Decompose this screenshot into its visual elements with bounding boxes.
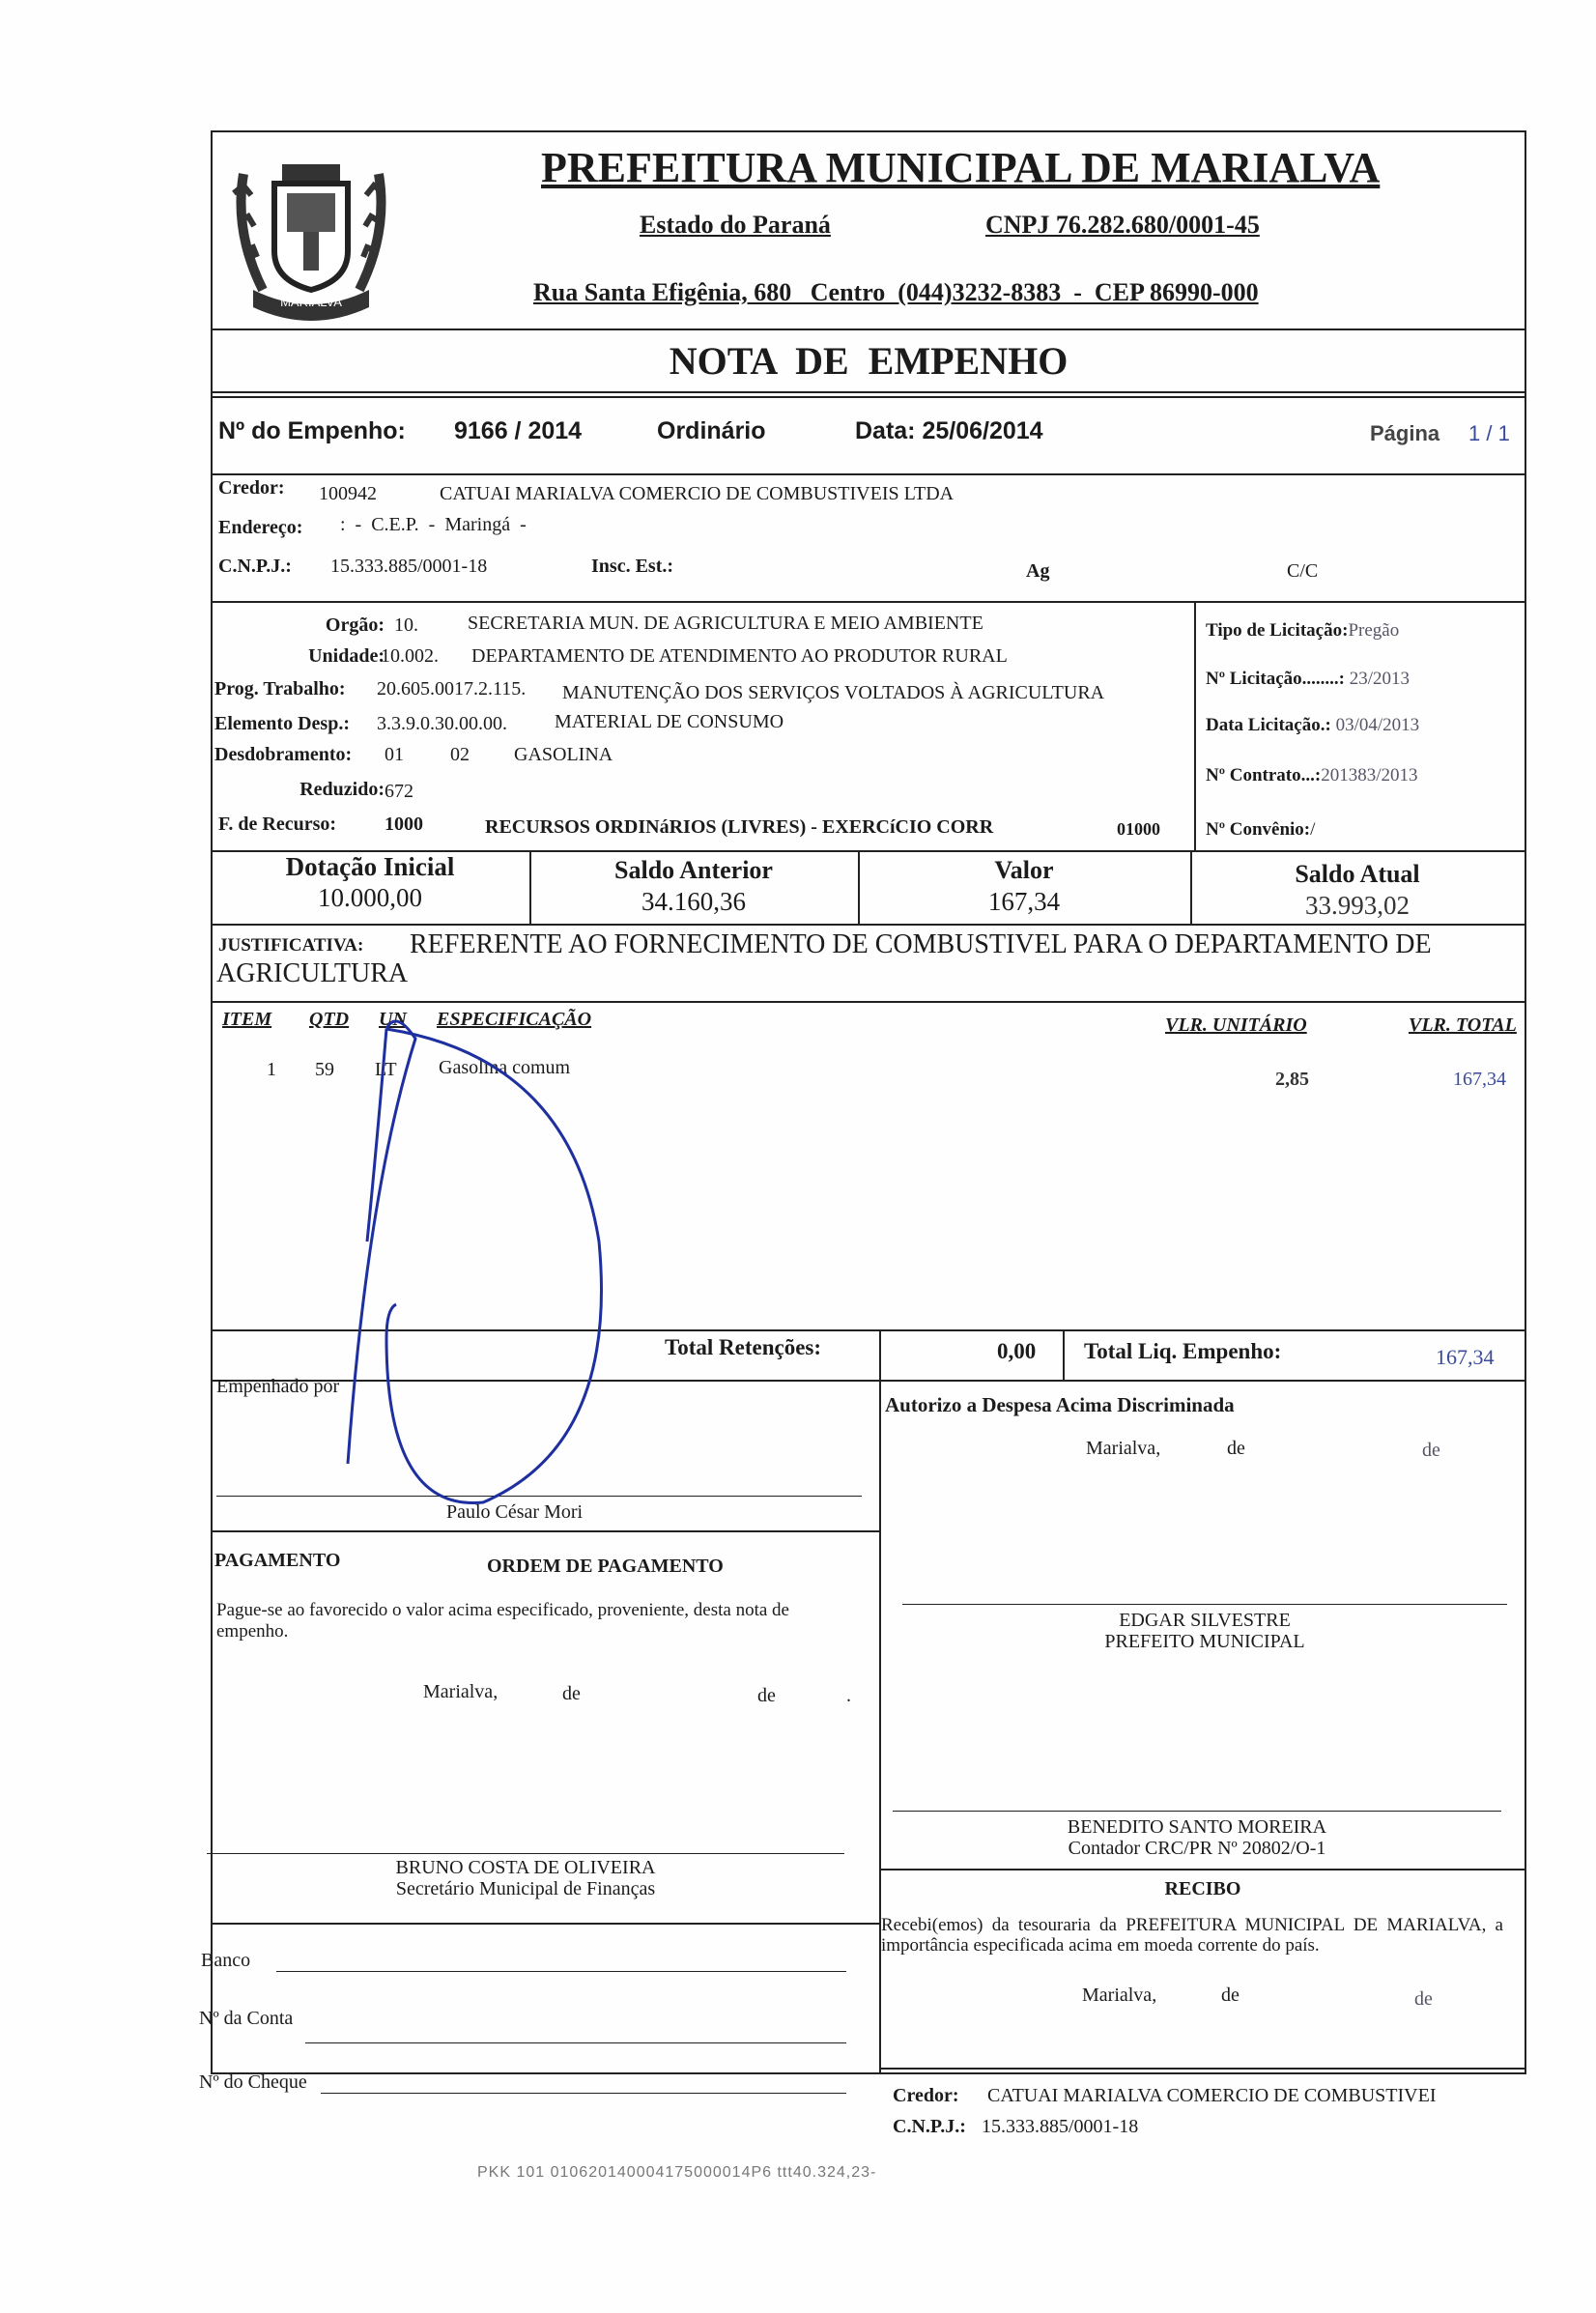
liq-empenho-value: 167,34 — [1436, 1345, 1495, 1369]
justificativa-label: JUSTIFICATIVA: — [218, 935, 364, 956]
ordem-pagamento-label: ORDEM DE PAGAMENTO — [487, 1556, 724, 1577]
cheque-label: Nº do Cheque — [199, 2071, 307, 2093]
page-number: 1 / 1 — [1468, 421, 1510, 445]
autorizo-de-2: de — [1422, 1440, 1440, 1461]
item-un: LT — [375, 1059, 397, 1080]
num-contrato: Nº Contrato...:201383/2013 — [1206, 765, 1418, 785]
address-header: Rua Santa Efigênia, 680 Centro (044)3232-8383 - CEP 86990-000 — [533, 278, 1259, 306]
recibo-texto: Recebi(emos) da tesouraria da PREFEITURA MUNICIPAL DE MARIALVA, a importância especificada acima em moeda corrente do país. — [881, 1915, 1503, 1956]
item-qtd: 59 — [315, 1059, 334, 1080]
retencoes-value: 0,00 — [997, 1339, 1037, 1363]
insc-est-label: Insc. Est.: — [591, 556, 674, 577]
autorizo-local: Marialva, — [1086, 1438, 1161, 1459]
secretario-nome: BRUNO COSTA DE OLIVEIRA — [395, 1857, 656, 1878]
fonte-desc: RECURSOS ORDINáRIOS (LIVRES) - EXERCíCIO CORR — [485, 816, 994, 838]
endereco-value: : - C.E.P. - Maringá - — [340, 514, 527, 535]
col-vlr-total: VLR. TOTAL — [1409, 1014, 1517, 1036]
dotacao-inicial-label: Dotação Inicial — [285, 852, 455, 881]
reduzido-label: Reduzido: — [299, 779, 385, 800]
credor-cnpj: 15.333.885/0001-18 — [330, 556, 488, 577]
recibo-de-2: de — [1414, 1988, 1433, 2010]
recibo-local: Marialva, — [1082, 1985, 1157, 2006]
recibo-de-1: de — [1221, 1985, 1240, 2006]
num-licitacao: Nº Licitação........: 23/2013 — [1206, 669, 1411, 689]
orgao-label: Orgão: — [325, 614, 385, 636]
desdobramento-desc: GASOLINA — [514, 744, 613, 765]
pagamento-label: PAGAMENTO — [214, 1550, 341, 1571]
saldo-atual-value: 33.993,02 — [1305, 891, 1410, 920]
prefeito-cargo: PREFEITO MUNICIPAL — [1104, 1631, 1305, 1652]
unidade-label: Unidade: — [308, 645, 385, 667]
saldo-atual-label: Saldo Atual — [1295, 860, 1420, 888]
col-un: UN — [379, 1009, 407, 1030]
col-vlr-unitario: VLR. UNITÁRIO — [1165, 1014, 1307, 1036]
col-item: ITEM — [222, 1009, 272, 1030]
fonte-ref: 01000 — [1117, 819, 1160, 839]
desdobramento-b: 02 — [450, 744, 470, 765]
prog-label: Prog. Trabalho: — [214, 678, 346, 700]
pagamento-local: Marialva, — [423, 1681, 499, 1702]
elemento-label: Elemento Desp.: — [214, 713, 350, 734]
valor-value: 167,34 — [987, 887, 1061, 916]
justificativa-text-1: REFERENTE AO FORNECIMENTO DE COMBUSTIVEL PARA O DEPARTAMENTO DE — [410, 929, 1432, 959]
orgao-desc: SECRETARIA MUN. DE AGRICULTURA E MEIO AMBIENTE — [468, 613, 983, 634]
fonte-code: 1000 — [385, 814, 423, 835]
elemento-code: 3.3.9.0.30.00.00. — [377, 713, 507, 734]
empenho-number-label: Nº do Empenho: — [218, 417, 406, 444]
municipal-crest-logo — [214, 135, 408, 328]
contador-nome: BENEDITO SANTO MOREIRA — [1067, 1816, 1327, 1838]
empenho-date: Data: 25/06/2014 — [855, 417, 1043, 444]
prefeito-nome: EDGAR SILVESTRE — [1119, 1610, 1291, 1631]
banco-label: Banco — [201, 1950, 251, 1971]
empenho-number: 9166 / 2014 — [454, 417, 583, 444]
desdobramento-label: Desdobramento: — [214, 744, 353, 765]
pagamento-texto: Pague-se ao favorecido o valor acima especificado, proveniente, desta nota de empenho. — [216, 1600, 789, 1642]
orgao-code: 10. — [394, 614, 418, 636]
endereco-label: Endereço: — [218, 517, 303, 538]
contador-cargo: Contador CRC/PR Nº 20802/O-1 — [1068, 1838, 1326, 1859]
recibo-credor-label: Credor: — [893, 2085, 959, 2106]
handwritten-signature — [328, 1000, 647, 1541]
empenho-type: Ordinário — [657, 417, 766, 444]
recibo-cnpj: 15.333.885/0001-18 — [982, 2116, 1139, 2137]
data-licitacao: Data Licitação.: 03/04/2013 — [1206, 715, 1420, 735]
saldo-anterior-label: Saldo Anterior — [614, 856, 773, 884]
prog-code: 20.605.0017.2.115. — [377, 678, 527, 700]
page-label: Página — [1370, 421, 1440, 445]
conta-label: Nº da Conta — [199, 2008, 294, 2029]
unidade-desc: DEPARTAMENTO DE ATENDIMENTO AO PRODUTOR RURAL — [471, 645, 1008, 667]
document-title: NOTA DE EMPENHO — [669, 339, 1069, 383]
credor-name: CATUAI MARIALVA COMERCIO DE COMBUSTIVEIS LTDA — [440, 483, 955, 504]
retencoes-label: Total Retenções: — [665, 1335, 822, 1359]
account-label: C/C — [1287, 560, 1319, 582]
saldo-anterior-value: 34.160,36 — [641, 887, 746, 916]
empenhado-label: Empenhado por — [216, 1376, 340, 1397]
empenhado-nome: Paulo César Mori — [446, 1501, 584, 1523]
item-total: 167,34 — [1453, 1069, 1506, 1090]
elemento-desc: MATERIAL DE CONSUMO — [555, 711, 784, 732]
recibo-cnpj-label: C.N.P.J.: — [893, 2116, 966, 2137]
autorizo-label: Autorizo a Despesa Acima Discriminada — [885, 1393, 1235, 1416]
num-convenio: Nº Convênio:/ — [1206, 819, 1316, 840]
liq-empenho-label: Total Liq. Empenho: — [1084, 1339, 1282, 1363]
item-spec: Gasolina comum — [439, 1057, 571, 1078]
recibo-credor: CATUAI MARIALVA COMERCIO DE COMBUSTIVEI — [987, 2085, 1437, 2106]
fonte-label: F. de Recurso: — [218, 814, 337, 835]
justificativa-text-2: AGRICULTURA — [216, 958, 409, 988]
item-unit-price: 2,85 — [1275, 1069, 1309, 1090]
svg-text:MARIALVA: MARIALVA — [280, 295, 342, 309]
desdobramento-a: 01 — [385, 744, 404, 765]
recibo-title: RECIBO — [1164, 1878, 1241, 1899]
prefecture-title: PREFEITURA MUNICIPAL DE MARIALVA — [541, 144, 1381, 191]
item-number: 1 — [267, 1059, 276, 1080]
footer-code: PKK 101 010620140004175000014P6 ttt40.324,23- — [477, 2164, 877, 2181]
agency-label: Ag — [1026, 560, 1050, 582]
cnpj-header: CNPJ 76.282.680/0001-45 — [985, 211, 1260, 239]
cnpj-label: C.N.P.J.: — [218, 556, 292, 577]
dotacao-inicial-value: 10.000,00 — [318, 883, 422, 912]
reduzido-value: 672 — [385, 781, 413, 802]
tipo-licitacao: Tipo de Licitação:Pregão — [1206, 620, 1400, 641]
pagamento-de-1: de — [562, 1683, 581, 1704]
state-label: Estado do Paraná — [640, 211, 831, 239]
prog-desc: MANUTENÇÃO DOS SERVIÇOS VOLTADOS À AGRICULTURA — [562, 682, 1105, 703]
pagamento-de-2: de — [757, 1685, 776, 1706]
secretario-cargo: Secretário Municipal de Finanças — [395, 1878, 656, 1899]
col-especificacao: ESPECIFICAÇÃO — [437, 1009, 592, 1030]
credor-code: 100942 — [319, 483, 377, 504]
col-qtd: QTD — [309, 1009, 350, 1030]
autorizo-de-1: de — [1227, 1438, 1245, 1459]
credor-label: Credor: — [218, 477, 285, 499]
pagamento-dot: . — [846, 1685, 851, 1706]
valor-label: Valor — [994, 856, 1054, 884]
unidade-code: 10.002. — [381, 645, 439, 667]
